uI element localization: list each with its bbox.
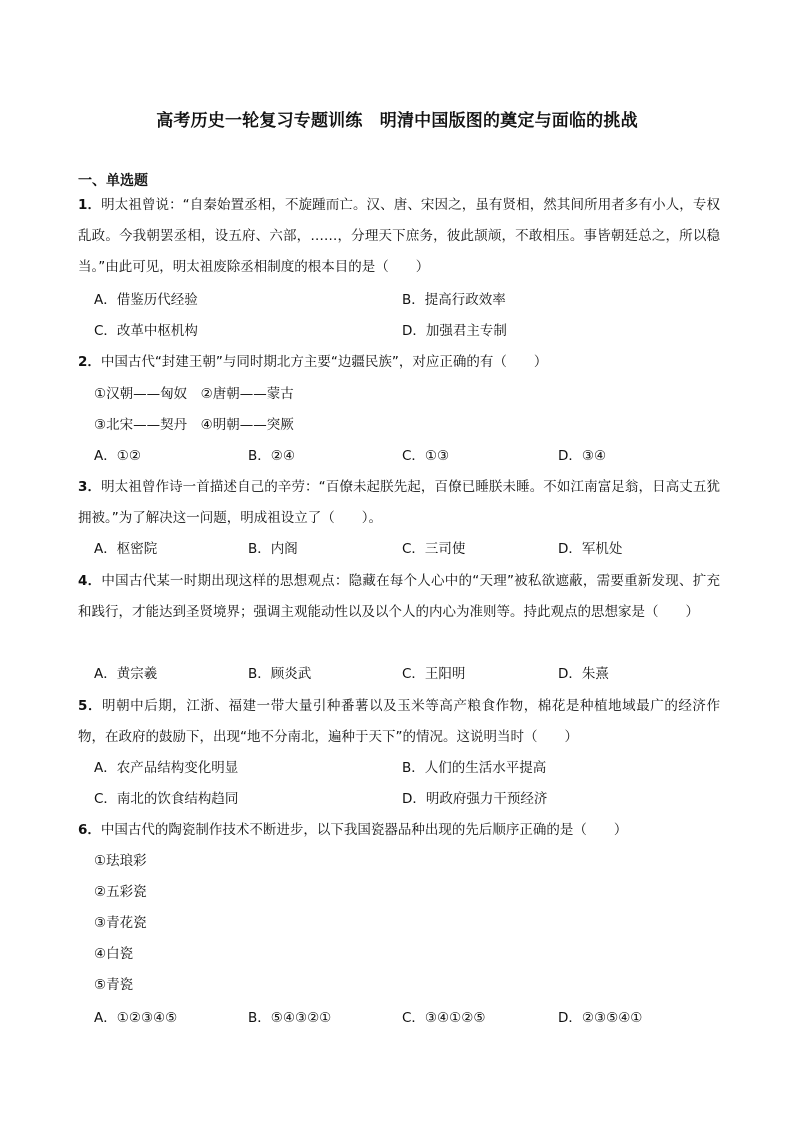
statement-line: ③北宋——契丹 ④明朝——突厥 bbox=[94, 417, 294, 433]
question-number: 3． bbox=[78, 479, 102, 495]
question-6 bbox=[78, 815, 720, 846]
question-stem: 中国古代“封建王朝”与同时期北方主要“边疆民族”，对应正确的有（ ） bbox=[100, 354, 548, 370]
question-number: 2． bbox=[78, 354, 101, 370]
option-a: A．①② bbox=[94, 448, 141, 464]
option-c: C．改革中枢机构 bbox=[94, 323, 198, 339]
option-d: D．军机处 bbox=[558, 541, 623, 557]
question-stem: 明太祖曾说：“自秦始置丞相，不旋踵而亡。汉、唐、宋因之，虽有贤相，然其间所用者多有小人，专权乱政。今我朝罢丞相，设五府、六部，……，分理天下庶务，彼此颉颃，不敢相压。事皆朝廷总之，所以稳当。”由此可见，明太祖废除丞相制度的根本目的是（ ） bbox=[78, 197, 720, 275]
question-3 bbox=[78, 472, 720, 534]
option-b: B．提高行政效率 bbox=[402, 292, 506, 308]
statement-line: ④白瓷 bbox=[94, 946, 134, 962]
option-d: D．②③⑤④① bbox=[558, 1010, 643, 1026]
question-number: 6． bbox=[78, 822, 101, 838]
question-number: 1． bbox=[78, 197, 102, 213]
question-stem: 明太祖曾作诗一首描述自己的辛劳：“百僚未起朕先起，百僚已睡朕未睡。不如江南富足翁，日高丈五犹拥被。”为了解决这一问题，明成祖设立了（ ）。 bbox=[78, 479, 720, 526]
option-c: C．③④①②⑤ bbox=[402, 1010, 486, 1026]
question-2 bbox=[78, 347, 720, 378]
question-number: 4． bbox=[78, 573, 102, 589]
question-stem: 中国古代某一时期出现这样的思想观点：隐藏在每个人心中的“天理”被私欲遮蔽，需要重新发现、扩充和践行，才能达到圣贤境界；强调主观能动性以及以个人的内心为准则等。持此观点的思想家是（ ） bbox=[78, 573, 720, 620]
question-1 bbox=[78, 190, 720, 283]
option-b: B．人们的生活水平提高 bbox=[402, 760, 547, 776]
question-number: 5． bbox=[78, 698, 103, 714]
option-d: D．③④ bbox=[558, 448, 607, 464]
option-a: A．①②③④⑤ bbox=[94, 1010, 178, 1026]
option-c: C．三司使 bbox=[402, 541, 466, 557]
question-stem: 明朝中后期，江浙、福建一带大量引种番薯以及玉米等高产粮食作物，棉花是种植地域最广的经济作物，在政府的鼓励下，出现“地不分南北，遍种于天下”的情况。这说明当时（ ） bbox=[78, 698, 720, 745]
statement-line: ③青花瓷 bbox=[94, 915, 147, 931]
question-stem: 中国古代的陶瓷制作技术不断进步，以下我国瓷器品种出现的先后顺序正确的是（ ） bbox=[100, 822, 628, 838]
option-a: A．农产品结构变化明显 bbox=[94, 760, 239, 776]
option-c: C．南北的饮食结构趋同 bbox=[94, 791, 239, 807]
option-d: D．朱熹 bbox=[558, 666, 609, 682]
statement-line: ②五彩瓷 bbox=[94, 884, 147, 900]
question-5 bbox=[78, 691, 720, 753]
option-a: A．借鉴历代经验 bbox=[94, 292, 198, 308]
option-a: A．黄宗羲 bbox=[94, 666, 158, 682]
option-c: C．王阳明 bbox=[402, 666, 466, 682]
statement-line: ①珐琅彩 bbox=[94, 853, 147, 869]
option-d: D．加强君主专制 bbox=[402, 323, 507, 339]
question-4 bbox=[78, 566, 720, 628]
section-heading: 一、单选题 bbox=[78, 173, 148, 189]
option-b: B．顾炎武 bbox=[248, 666, 312, 682]
option-b: B．内阁 bbox=[248, 541, 298, 557]
option-c: C．①③ bbox=[402, 448, 450, 464]
option-a: A．枢密院 bbox=[94, 541, 158, 557]
statement-line: ⑤青瓷 bbox=[94, 977, 134, 993]
option-d: D．明政府强力干预经济 bbox=[402, 791, 548, 807]
statement-line: ①汉朝——匈奴 ②唐朝——蒙古 bbox=[94, 386, 294, 402]
page-title: 高考历史一轮复习专题训练 明清中国版图的奠定与面临的挑战 bbox=[156, 111, 638, 131]
option-b: B．②④ bbox=[248, 448, 295, 464]
option-b: B．⑤④③②① bbox=[248, 1010, 332, 1026]
